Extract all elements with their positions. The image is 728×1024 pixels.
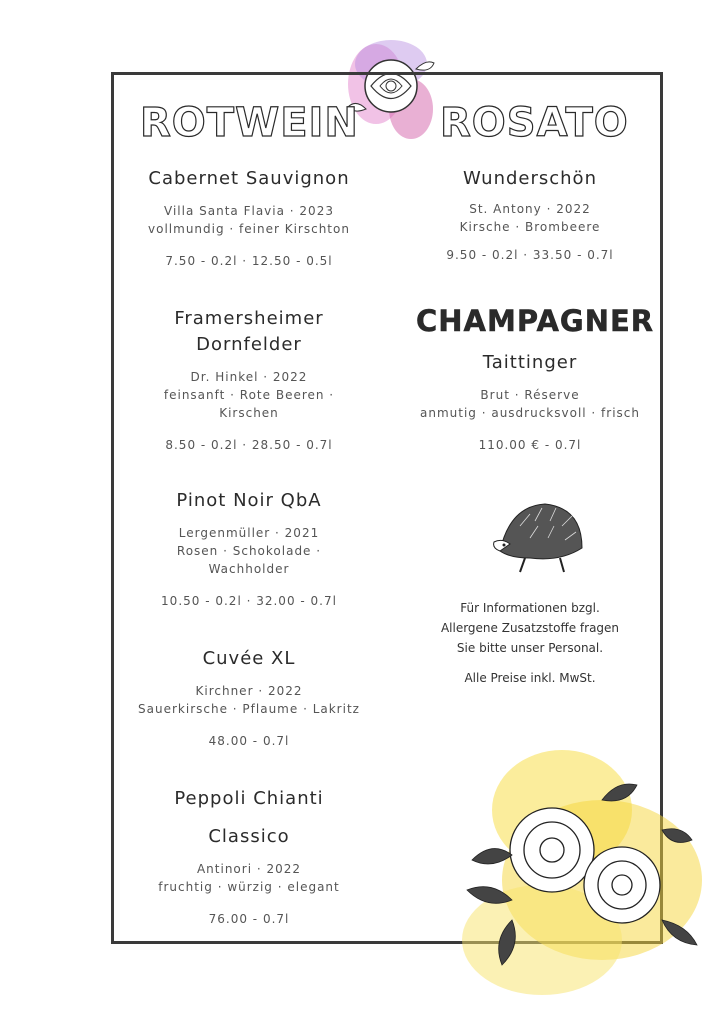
wine-info [114, 860, 384, 896]
wine-price: 10.50 - 0.2l · 32.00 - 0.7l [161, 594, 337, 608]
wine-name: Pinot Noir QbA [176, 490, 322, 511]
wine-info [402, 386, 658, 422]
wine-info-line: Sauerkirsche · Pflaume · Lakritz [138, 702, 360, 716]
wine-info-line: Wachholder [208, 562, 290, 576]
wine-price: 9.50 - 0.2l · 33.50 - 0.7l [446, 248, 614, 262]
mwst-note: Alle Preise inkl. MwSt. [464, 671, 596, 685]
note-line: Sie bitte unser Personal. [456, 641, 604, 655]
wine-info-line: Lergenmüller · 2021 [178, 526, 320, 540]
wine-info-line: anmutig · ausdrucksvoll · frisch [419, 406, 641, 420]
wine-info-line: St. Antony · 2022 [469, 202, 591, 216]
heading-rotwein: ROTWEIN [140, 100, 359, 146]
wine-info-line: Kirchner · 2022 [195, 684, 303, 698]
wine-item [402, 350, 658, 452]
note-line: Für Informationen bzgl. [460, 601, 600, 615]
wine-price: 8.50 - 0.2l · 28.50 - 0.7l [165, 438, 333, 452]
wine-item [114, 786, 384, 926]
wine-name: Cuvée XL [202, 648, 296, 669]
wine-info-line: Kirschen [219, 406, 279, 420]
wine-info [114, 524, 384, 578]
heading-champagner: CHAMPAGNER [416, 304, 655, 338]
wine-name: Taittinger [482, 352, 578, 373]
wine-info-line: vollmundig · feiner Kirschton [148, 222, 350, 236]
wine-info-line: Kirsche · Brombeere [459, 220, 601, 234]
allergen-note [402, 598, 658, 658]
wine-info-line: Brut · Réserve [480, 388, 580, 402]
wine-price: 7.50 - 0.2l · 12.50 - 0.5l [165, 254, 333, 268]
wine-info-line: Rosen · Schokolade · [176, 544, 322, 558]
wine-name: Peppoli Chianti [174, 788, 324, 809]
wine-price: 48.00 - 0.7l [208, 734, 290, 748]
hedgehog-illustration [490, 496, 590, 578]
wine-item [114, 166, 384, 268]
wine-info [114, 368, 384, 422]
wine-info-line: feinsanft · Rote Beeren · [163, 388, 335, 402]
wine-info-line: Villa Santa Flavia · 2023 [164, 204, 334, 218]
wine-item [114, 646, 384, 748]
wine-item [114, 306, 384, 452]
wine-name: Cabernet Sauvignon [148, 168, 350, 189]
wine-info-line: Dr. Hinkel · 2022 [190, 370, 308, 384]
note-line: Allergene Zusatzstoffe fragen [440, 621, 620, 635]
heading-rosato: ROSATO [440, 100, 629, 146]
wine-name: Classico [208, 826, 290, 847]
peony-flowers-illustration [452, 730, 712, 1010]
wine-info-line: fruchtig · würzig · elegant [158, 880, 340, 894]
wine-info [114, 202, 384, 238]
wine-info [114, 682, 384, 718]
wine-item [402, 166, 658, 262]
wine-price: 110.00 € - 0.7l [478, 438, 582, 452]
wine-info [402, 200, 658, 236]
wine-info-line: Antinori · 2022 [196, 862, 302, 876]
wine-price: 76.00 - 0.7l [208, 912, 290, 926]
wine-name: Framersheimer Dornfelder [174, 308, 324, 355]
wine-name: Wunderschön [463, 168, 597, 189]
wine-item [114, 488, 384, 608]
